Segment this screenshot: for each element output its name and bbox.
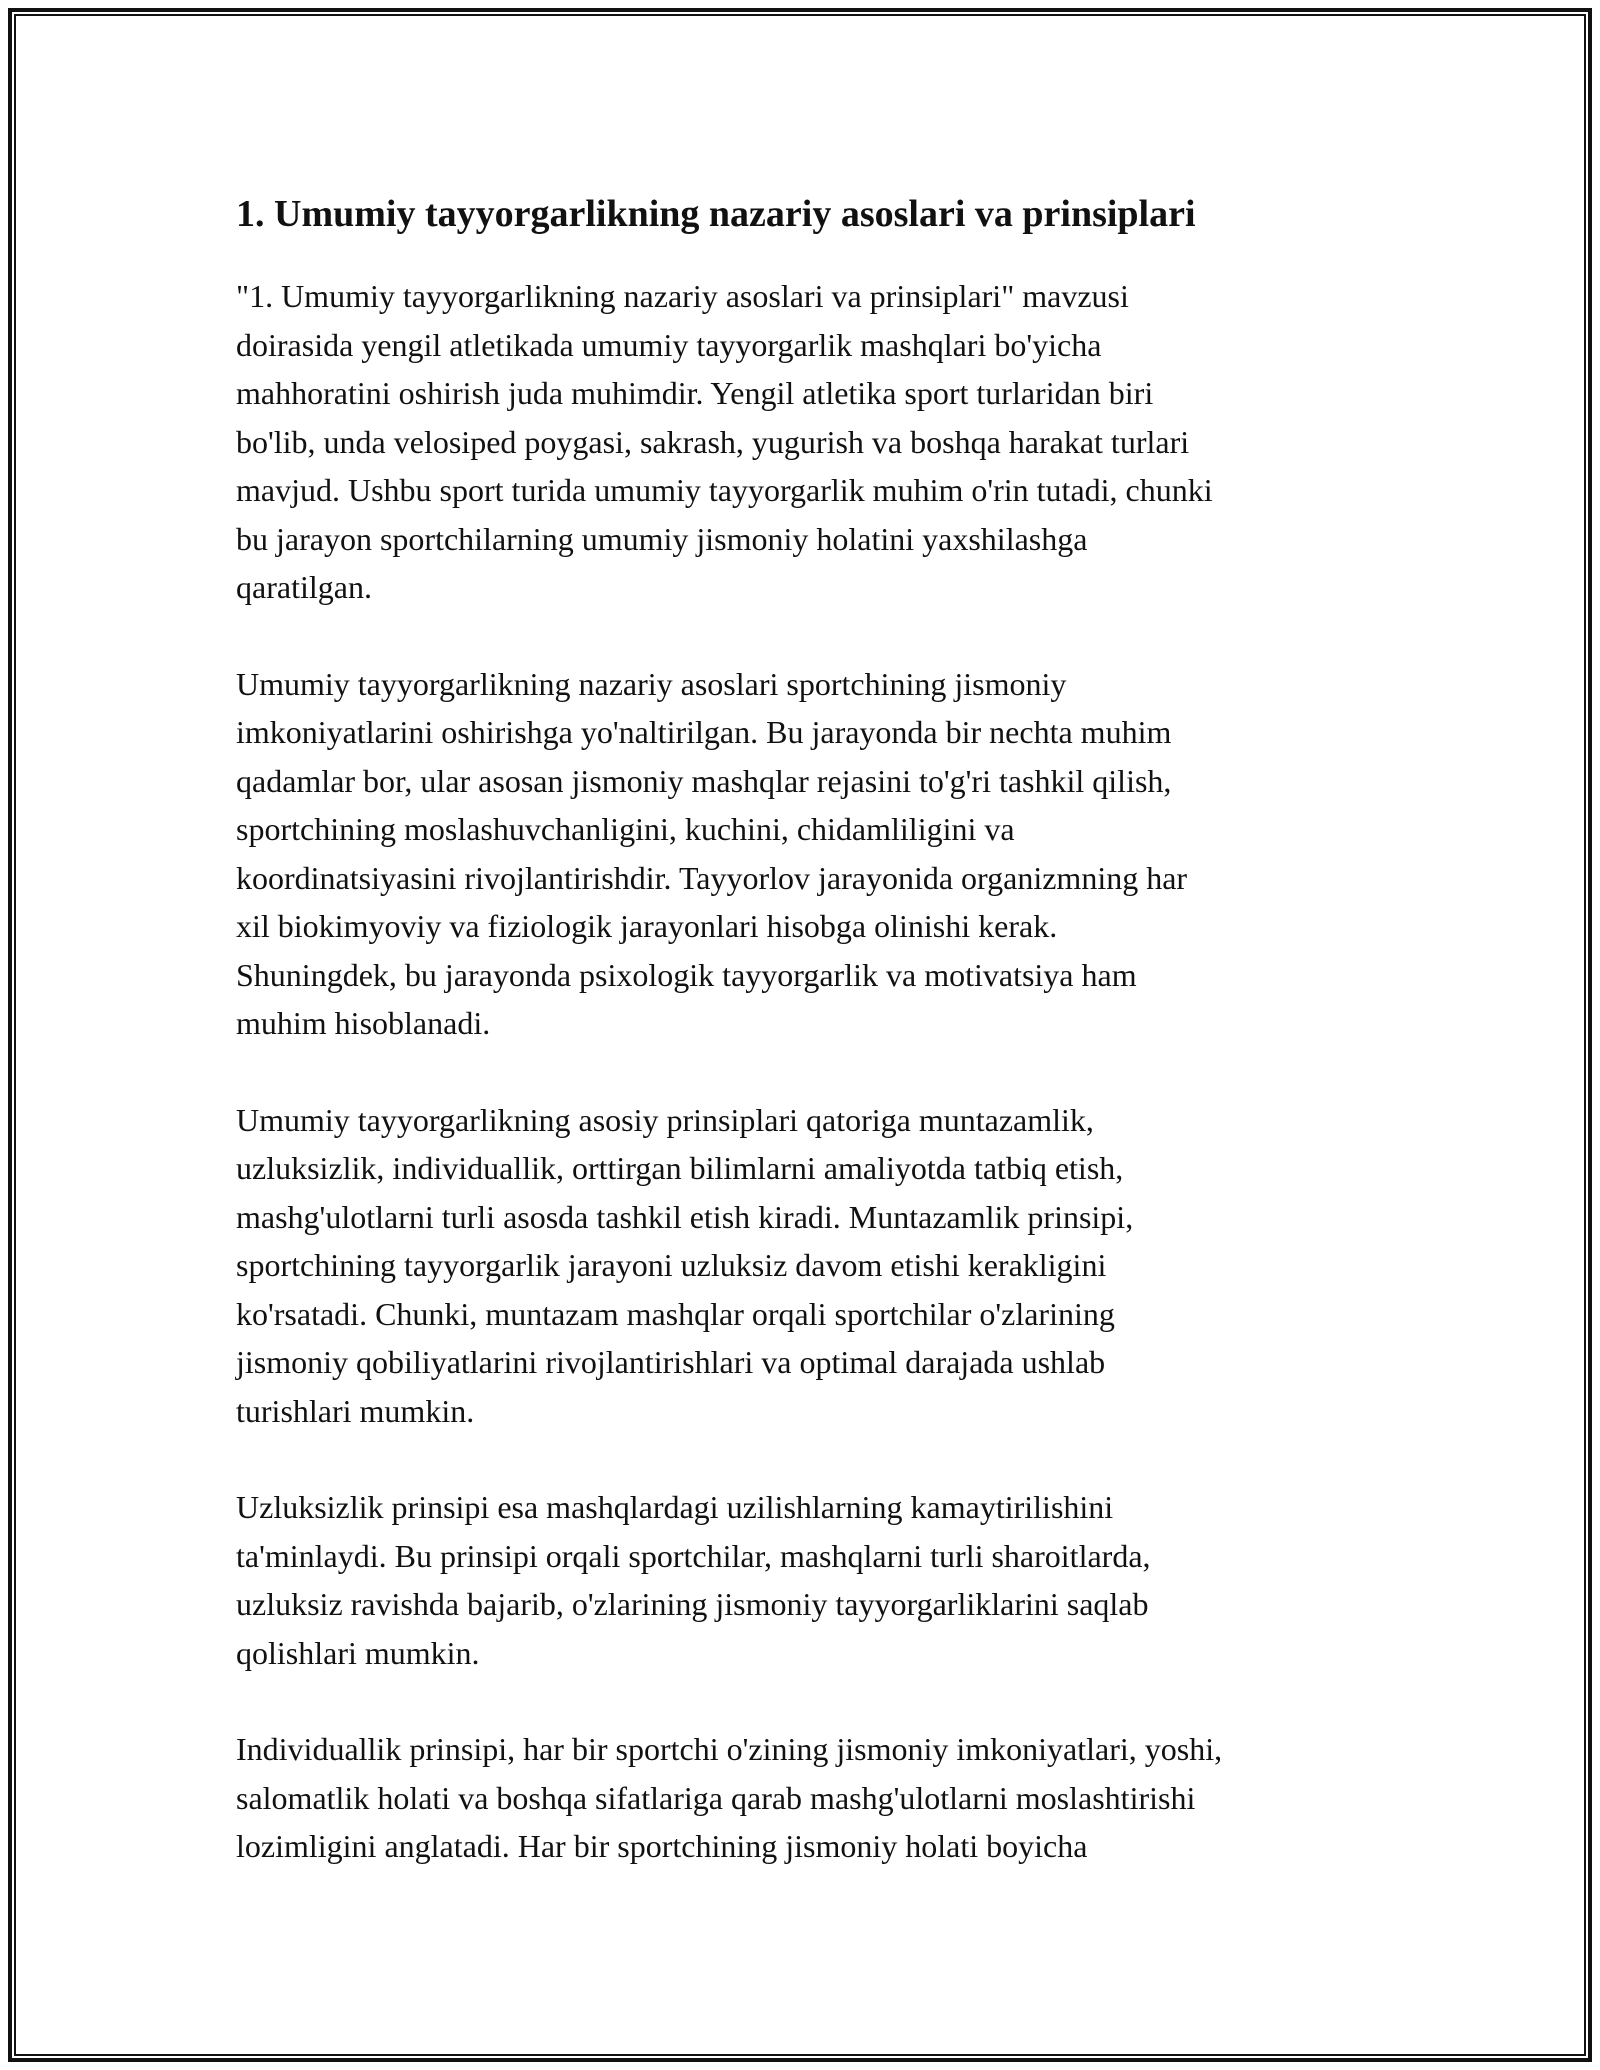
paragraph-theoretical-basis: Umumiy tayyorgarlikning nazariy asoslari sportchining jismoniy imkoniyatlarini oshirishga yo'naltirilgan. Bu jarayonda bir nechta muhim qadamlar bor, ular asosan jismoniy mashqlar rejasini to'g'ri tashkil qilish, sportchining moslashuvchanligini, kuchini, chidamliligini va koordinatsiyasini rivojlantirishdir. Tayyorlov jarayonida organizmning har xil biokimyoviy va fiziologik jarayonlari hisobga olinishi kerak. Shuningdek, bu jarayonda psixologik tayyorgarlik va motivatsiya ham muhim hisoblanadi. bbox=[236, 665, 1188, 1041]
paragraph-principles: Umumiy tayyorgarlikning asosiy prinsiplari qatoriga muntazamlik, uzluksizlik, individuallik, orttirgan bilimlarni amaliyotda tatbiq etish, mashg'ulotlarni turli asosda tashkil etish kiradi. Muntazamlik prinsipi, sportchining tayyorgarlik jarayoni uzluksiz davom etishi kerakligini ko'rsatadi. Chunki, muntazam mashqlar orqali sportchilar o'zlarining jismoniy qobiliyatlarini rivojlantirishlari va optimal darajada ushlab turishlari mumkin. bbox=[236, 1101, 1134, 1429]
page-content bbox=[236, 186, 1386, 1919]
section-heading: 1. Umumiy tayyorgarlikning nazariy asoslari va prinsiplari bbox=[236, 193, 1196, 235]
paragraph-individuality: Individuallik prinsipi, har bir sportchi o'zining jismoniy imkoniyatlari, yoshi, salomatlik holati va boshqa sifatlariga qarab mashg'ulotlarni moslashtirishi lozimligini anglatadi. Har bir sportchining jismoniy holati boyicha bbox=[236, 1731, 1223, 1864]
paragraph-continuity: Uzluksizlik prinsipi esa mashqlardagi uzilishlarning kamaytirilishini ta'minlaydi. Bu prinsipi orqali sportchilar, mashqlarni turli sharoitlarda, uzluksiz ravishda bajarib, o'zlarining jismoniy tayyorgarliklarini saqlab qolishlari mumkin. bbox=[236, 1489, 1151, 1671]
paragraph-intro: "1. Umumiy tayyorgarlikning nazariy asoslari va prinsiplari" mavzusi doirasida yengil atletikada umumiy tayyorgarlik mashqlari bo'yicha mahhoratini oshirish juda muhimdir. Yengil atletika sport turlaridan biri bo'lib, unda velosiped poygasi, sakrash, yugurish va boshqa harakat turlari mavjud. Ushbu sport turida umumiy tayyorgarlik muhim o'rin tutadi, chunki bu jarayon sportchilarning umumiy jismoniy holatini yaxshilashga qaratilgan. bbox=[236, 278, 1213, 605]
